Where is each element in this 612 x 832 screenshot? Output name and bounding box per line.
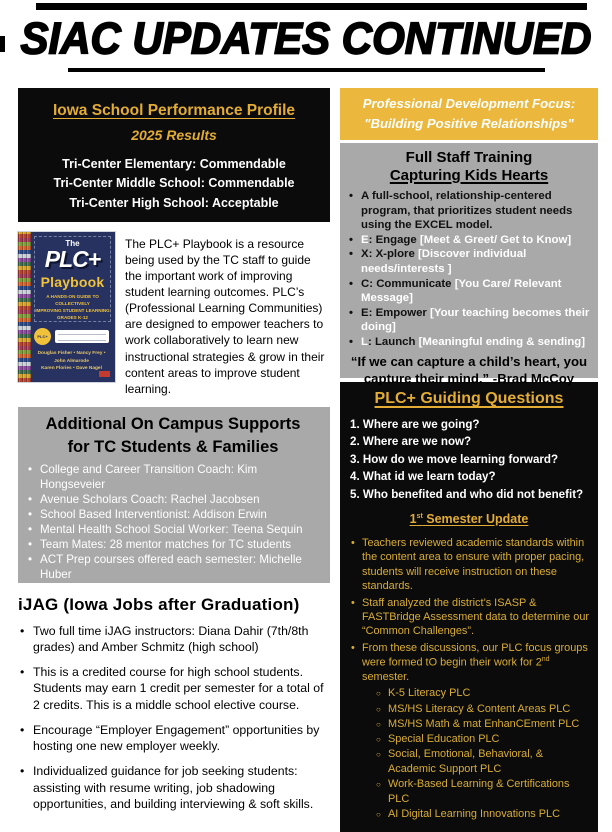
excel-label: X-plore [375,248,415,261]
pd-focus-line2: "Building Positive Relationships" [364,116,574,131]
list-item: ○ K-5 Literacy PLC [348,686,590,701]
right-column [340,88,598,832]
excel-item: • L: Launch [Meaningful ending & sending] [347,335,591,350]
training-title: Full Staff Training Capturing Kids Hearts [389,149,549,184]
list-item: ○ Social, Emotional, Behavioral, & Academic Support PLC [348,747,590,777]
book-authors: Douglas Fisher • Nancy Frey • John Almarode Karen Flories • Dave Nagel [37,351,106,372]
book-badge: PLC+ [34,328,51,345]
book-name-field [55,330,109,343]
left-column [18,88,330,821]
question: 4. What id we learn today? [350,470,496,484]
excel-letter: C [361,277,370,290]
supports-list [24,462,322,583]
semester-update-list [348,536,590,685]
list-item: • Mental Health School Social Worker: Teena Sequin [24,522,322,537]
excel-model-list [347,189,591,350]
training-intro: • A full-school, relationship-centered program, that prioritizes student needs using the EXCEL model. [347,189,591,233]
list-item: ○ MS/HS Literacy & Content Areas PLC [348,702,590,717]
list-item: • From these discussions, our PLC focus groups were formed tO begin their work for 2nd semester. [348,641,590,685]
excel-letter: E [361,306,369,319]
book-title: PLC+ [44,246,101,272]
question: 2. Where are we now? [350,435,472,449]
guiding-title: PLC+ Guiding Questions [374,390,564,407]
list-item: ○ Special Education PLC [348,732,590,747]
list-item: ○ Work-Based Learning & Certifications PLC [348,777,590,807]
pd-focus-line1: Professional Development Focus: [362,96,576,112]
list-item: • Encourage “Employer Engagement” opportunities by hosting one new employer weekly. [18,722,330,754]
excel-letter: X [361,248,369,261]
performance-results [28,155,320,213]
excel-bracket: [Discover individual needs/interests ] [361,248,527,275]
book-the: The [65,239,80,248]
result-line: Tri-Center Elementary: Commendable [62,157,286,171]
excel-bracket: [You Care/ Relevant Message] [361,277,562,305]
list-item: • This is a credited course for high school students. Students may earn 1 credit per semester for a total of 2 credits. This is a middle school elective course. [18,664,330,713]
list-item: • Two full time iJAG instructors: Diana Dahir (7th/8th grades) and Amber Schmitz (high school) [18,623,330,655]
ijag-title: iJAG (Iowa Jobs after Graduation) [18,594,300,614]
book-title-block [34,236,111,322]
header-rule-top [36,3,587,10]
book-subtitle: Playbook [40,274,105,290]
header-rule-bottom [68,68,545,72]
performance-title: Iowa School Performance Profile [52,102,296,119]
list-item: • Team Mates: 28 mentor matches for TC students [24,537,322,552]
list-item: • Teachers reviewed academic standards within the content area to ensure with proper pacing, students will receive instruction on these standards. [348,536,590,594]
page-title: SIAC UPDATES CONTINUED [20,13,592,64]
result-line: Tri-Center Middle School: Commendable [53,176,295,191]
question: 5. Who benefited and who did not benefit? [350,487,584,501]
plc-focus-groups-list [348,686,590,821]
supports-title: Additional On Campus Supports for TC Students & Families [45,414,301,456]
result-line: Tri-Center High School: Acceptable [69,195,279,210]
excel-bracket: [Meet & Greet/ Get to Know] [419,233,572,246]
book-tagline: A HANDS-ON GUIDE TO COLLECTIVELY IMPROVING STUDENT LEARNING GRADES K-12 [35,294,110,320]
publisher-logo [99,371,110,377]
list-item: • Staff analyzed the district’s ISASP & FASTBridge Assessment data to determine our “Common Challenges”. [348,596,590,639]
playbook-description: The PLC+ Playbook is a resource being used by the TC staff to guide the important work of improving student learning outcomes. PLC’s (Professional Learning Communities) are designed to empower teachers to work collaboratively to learn new instructional strategies & grow in their content areas to improve student learning. [125,237,325,396]
question: 1. Where are we going? [350,418,480,431]
excel-item: • E: Empower [Your teaching becomes their doing] [347,306,591,335]
ijag-list [18,623,330,812]
excel-bracket: [Meaningful ending & sending] [418,335,586,348]
full-staff-training-box [340,143,598,387]
excel-item: • X: X-plore [Discover individual needs/interests ] [347,247,591,276]
excel-bracket: [Your teaching becomes their doing] [361,306,590,334]
excel-label: Empower [375,306,427,319]
mccoy-quote: “If we can capture a child’s heart, you capture their mind.” -Brad McCoy [350,353,588,387]
excel-label: Communicate [376,277,452,290]
page-edge-mark [0,36,5,52]
performance-subtitle: 2025 Results [131,127,217,143]
campus-supports-box [18,407,330,583]
question: 3. How do we move learning forward? [350,452,559,466]
guiding-questions-list [348,416,590,503]
list-item: • School Based Interventionist: Addison Erwin [24,507,322,522]
pd-focus-box [340,88,598,140]
excel-item: • E: Engage [Meet & Greet/ Get to Know] [347,233,591,248]
list-item: ○ AI Digital Learning Innovations PLC [348,807,590,822]
semester-update-title: 1st Semester Update [409,511,529,526]
list-item: ○ MS/HS Math & mat EnhanCEment PLC [348,717,590,732]
book-mosaic-strip [18,232,31,382]
ijag-section [18,595,330,812]
plc-playbook-cover-image [18,232,115,382]
list-item: • ACT Prep courses offered each semester: Michelle Huber [24,552,322,582]
excel-label: Launch [374,335,416,348]
performance-profile-box [18,88,330,222]
excel-item: • C: Communicate [You Care/ Relevant Message] [347,277,591,306]
list-item: • Avenue Scholars Coach: Rachel Jacobsen [24,492,322,507]
list-item: • Individualized guidance for job seeking students: assisting with resume writing, job shadowing opportunities, and building interviewing & soft skills. [18,763,330,812]
playbook-section [18,232,330,397]
excel-letter: L [361,335,368,348]
list-item: • College and Career Transition Coach: Kim Hongseveier [24,462,322,492]
plc-guiding-questions-box [340,382,598,832]
excel-letter: E [361,233,369,246]
excel-label: Engage [375,233,417,246]
